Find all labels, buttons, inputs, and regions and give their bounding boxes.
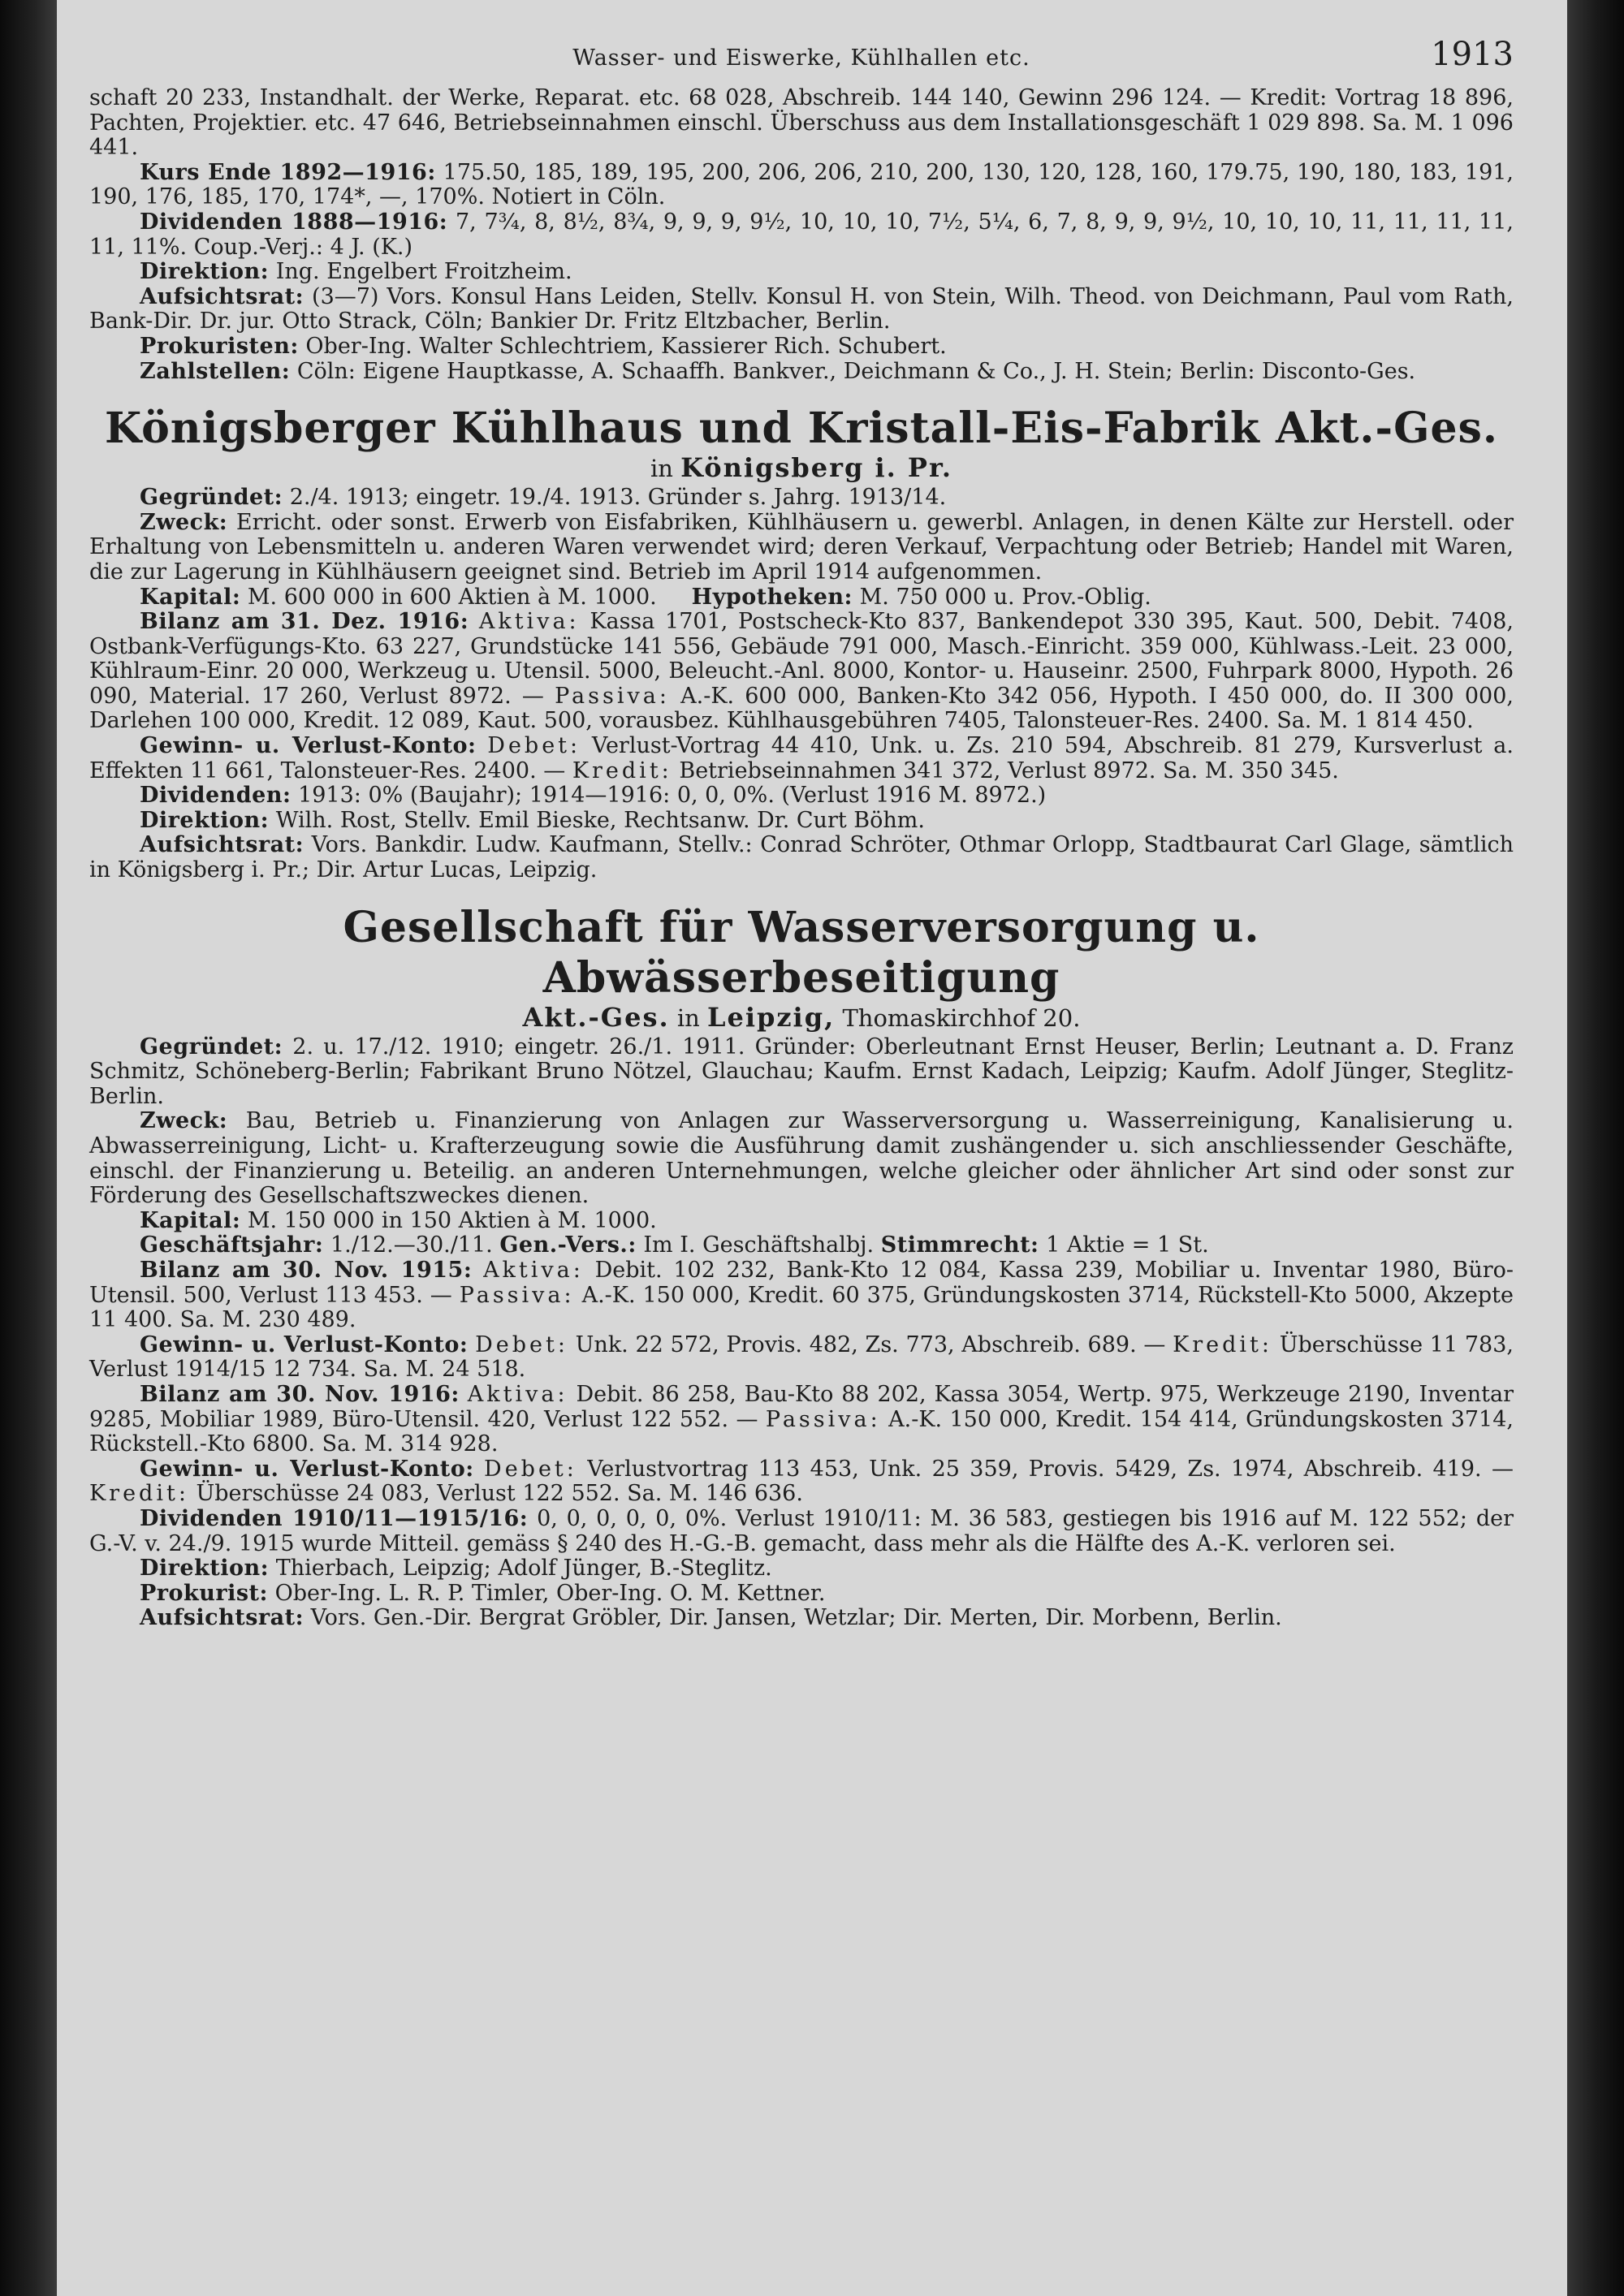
voting-right-label: Stimmrecht:: [880, 1232, 1039, 1258]
profit-loss-label: Gewinn- u. Verlust-Konto:: [140, 1456, 474, 1482]
authorized-signatories-line: [89, 334, 1514, 360]
profit-loss-label: Gewinn- u. Verlust-Konto:: [140, 733, 477, 759]
purpose-label: Zweck:: [140, 509, 228, 535]
supervisory-board-label: Aufsichtsrat:: [140, 832, 304, 858]
page-number: 1913: [1431, 36, 1514, 73]
previous-entry-continuation: [89, 86, 1514, 384]
share-price-text: 175.50, 185, 189, 195, 200, 206, 206, 210, 200, 130, 120, 128, 160, 179.75, 190, 180, 183, 191, 190, 176, 185, 170, 174*, —, 170%. Notiert in Cöln.: [89, 159, 1514, 210]
purpose-text: Bau, Betrieb u. Finanzierung von Anlagen zur Wasserversorgung u. Wasserreinigung, Kanalisierung u. Abwasserreinigung, Licht- u. Krafterzeugung sowie die Ausführung damit zushängender u. sich anschliessender Geschäfte, einschl. der Finanzierung u. Beteilig. an anderen Unternehmungen, welche gleicher oder ähnlicher Art sind oder sonst zur Förderung des Gesellschaftszweckes dienen.: [89, 1108, 1514, 1209]
book-page: [57, 0, 1567, 2296]
credit-1916-text: Überschüsse 24 083, Verlust 122 552. Sa. M. 146 636.: [196, 1481, 803, 1507]
founded-text: 2. u. 17./12. 1910; eingetr. 26./1. 1911. Gründer: Oberleutnant Ernst Heuser, Berlin; Leutnant a. D. Franz Schmitz, Schöneberg-Berlin; Fabrikant Bruno Nötzel, Glauchau; Kaufm. Ernst Kadach, Leipzig; Kaufm. Adolf Jünger, Steglitz-Berlin.: [89, 1034, 1514, 1109]
profit-loss-line: [89, 734, 1514, 783]
dividends-label: Dividenden 1888—1916:: [140, 209, 448, 235]
supervisory-board-label: Aufsichtsrat:: [140, 283, 304, 309]
fiscal-year-line: [89, 1233, 1514, 1258]
capital-line: [89, 585, 1514, 611]
management-text: Wilh. Rost, Stellv. Emil Bieske, Rechtsanw. Dr. Curt Böhm.: [275, 807, 925, 833]
company-location: [89, 454, 1514, 482]
purpose-line: [89, 511, 1514, 585]
capital-line: [89, 1209, 1514, 1234]
capital-label: Kapital:: [140, 1207, 241, 1233]
right-binding-edge: [1567, 0, 1624, 2296]
management-label: Direktion:: [140, 259, 270, 285]
liabilities-1915-text: A.-K. 150 000, Kredit. 60 375, Gründungskosten 3714, Rückstell-Kto 5000, Akzepte 11 400. Sa. M. 230 489.: [89, 1282, 1514, 1333]
authorized-signatory-line: [89, 1582, 1514, 1607]
assets-1916-text: Debit. 86 258, Bau-Kto 88 202, Kassa 3054, Wertp. 975, Werkzeuge 2190, Inventar 9285, Mobiliar 1989, Büro-Utensil. 420, Verlust 122 552. —: [89, 1381, 1514, 1432]
authorized-signatory-text: Ober-Ing. L. R. P. Timler, Ober-Ing. O. M. Kettner.: [274, 1580, 826, 1606]
company-title: Königsberger Kühlhaus und Kristall-Eis-Fabrik Akt.-Ges.: [105, 404, 1498, 454]
profit-loss-continuation: schaft 20 233, Instandhalt. der Werke, Reparat. etc. 68 028, Abschreib. 144 140, Gewinn 296 124. — Kredit: Vortrag 18 896, Pachten, Projektier. etc. 47 646, Betriebseinnahmen einschl. Überschuss aus dem Installationsgeschäft 1 029 898. Sa. M. 1 096 441.: [89, 85, 1514, 161]
mortgages-label: Hypotheken:: [691, 584, 853, 610]
assets-word: Aktiva:: [483, 1257, 584, 1283]
company-entry-koenigsberg: [89, 404, 1514, 883]
credit-word: Kredit:: [572, 757, 672, 783]
founded-label: Gegründet:: [140, 1034, 283, 1060]
mortgages-text: M. 750 000 u. Prov.-Oblig.: [859, 584, 1151, 610]
assets-text: Kassa 1701, Postscheck-Kto 837, Bankendepot 330 395, Kaut. 500, Debit. 7408, Ostbank-Verfügungs-Kto. 63 227, Grundstücke 141 556, Gebäude 791 000, Masch.-Einricht. 359 000, Kühlwass.-Leit. 23 000, Kühlraum-Einr. 20 000, Werkzeug u. Utensil. 5000, Beleucht.-Anl. 8000, Kontor- u. Hauseinr. 2500, Fuhrpark 8000, Hypoth. 26 090, Material. 17 260, Verlust 8972. —: [89, 609, 1514, 709]
balance-sheet-1916-label: Bilanz am 30. Nov. 1916:: [140, 1381, 460, 1407]
assets-word: Aktiva:: [467, 1381, 568, 1407]
company-title: Gesellschaft für Wasserversorgung u. Abwässerbeseitigung: [343, 902, 1260, 1003]
location-city: Leipzig,: [706, 1001, 836, 1033]
debit-word: Debet:: [475, 1331, 568, 1357]
management-text: Ing. Engelbert Froitzheim.: [275, 259, 572, 285]
credit-word: Kredit:: [89, 1481, 189, 1507]
general-meeting-label: Gen.-Vers.:: [499, 1232, 637, 1258]
general-meeting-text: Im I. Geschäftshalbj.: [643, 1232, 875, 1258]
debit-word: Debet:: [484, 1456, 577, 1482]
credit-text: Betriebseinnahmen 341 372, Verlust 8972. Sa. M. 350 345.: [679, 757, 1339, 783]
supervisory-board-line: [89, 833, 1514, 883]
location-prefix: in: [650, 455, 673, 483]
balance-sheet-label: Bilanz am 31. Dez. 1916:: [140, 609, 469, 635]
running-header: [89, 36, 1514, 86]
founded-text: 2./4. 1913; eingetr. 19./4. 1913. Gründer s. Jahrg. 1913/14.: [289, 485, 947, 511]
liabilities-word: Passiva:: [459, 1282, 575, 1308]
supervisory-board-line: [89, 285, 1514, 334]
assets-1915-text: Debit. 102 232, Bank-Kto 12 084, Kassa 239, Mobiliar u. Inventar 1980, Büro-Utensil. 500, Verlust 113 453. —: [89, 1257, 1514, 1308]
dividends-label: Dividenden:: [140, 783, 292, 809]
dividends-text: 7, 7¾, 8, 8½, 8¾, 9, 9, 9, 9½, 10, 10, 10, 7½, 5¼, 6, 7, 8, 9, 9, 9½, 10, 10, 10, 11, 11, 11, 11, 11, 11%. Coup.-Verj.: 4 J. (K.): [89, 209, 1514, 260]
supervisory-board-text: Vors. Gen.-Dir. Bergrat Gröbler, Dir. Jansen, Wetzlar; Dir. Merten, Dir. Morbenn, Berlin.: [310, 1605, 1282, 1631]
liabilities-word: Passiva:: [765, 1406, 881, 1432]
debit-text: Verlust-Vortrag 44 410, Unk. u. Zs. 210 594, Abschreib. 81 279, Kursverlust a. Effekten 11 661, Talonsteuer-Res. 2400. —: [89, 733, 1514, 783]
paying-agents-label: Zahlstellen:: [140, 358, 291, 384]
company-location: [89, 1003, 1514, 1032]
profit-loss-label: Gewinn- u. Verlust-Konto:: [140, 1331, 469, 1357]
fiscal-year-text: 1./12.—30./11.: [330, 1232, 493, 1258]
company-entry-leipzig: [89, 903, 1514, 1631]
share-price-label: Kurs Ende 1892—1916:: [140, 159, 436, 185]
credit-1915-text: Überschüsse 11 783, Verlust 1914/15 12 734. Sa. M. 24 518.: [89, 1331, 1514, 1383]
debit-1916-text: Verlustvortrag 113 453, Unk. 25 359, Provis. 5429, Zs. 1974, Abschreib. 419. —: [587, 1456, 1514, 1482]
purpose-label: Zweck:: [140, 1108, 228, 1134]
profit-loss-1915-line: [89, 1333, 1514, 1383]
founded-line: [89, 1035, 1514, 1110]
dividends-label: Dividenden 1910/11—1915/16:: [140, 1505, 529, 1531]
location-in: in: [676, 1003, 700, 1032]
supervisory-board-line: [89, 1606, 1514, 1631]
management-label: Direktion:: [140, 807, 270, 833]
voting-right-text: 1 Aktie = 1 St.: [1046, 1232, 1209, 1258]
supervisory-board-label: Aufsichtsrat:: [140, 1605, 304, 1631]
debit-word: Debet:: [487, 733, 581, 759]
authorized-signatories-label: Prokuristen:: [140, 333, 299, 359]
capital-label: Kapital:: [140, 584, 241, 610]
authorized-signatories-text: Ober-Ing. Walter Schlechtriem, Kassierer Rich. Schubert.: [305, 333, 947, 359]
paying-agents-line: [89, 360, 1514, 385]
balance-sheet-1916-line: [89, 1383, 1514, 1457]
liabilities-1916-text: A.-K. 150 000, Kredit. 154 414, Gründungskosten 3714, Rückstell.-Kto 6800. Sa. M. 314 928.: [89, 1406, 1514, 1457]
founded-label: Gegründet:: [140, 485, 283, 511]
running-title: Wasser- und Eiswerke, Kühlhallen etc.: [572, 45, 1030, 71]
management-line: [89, 809, 1514, 834]
authorized-signatory-label: Prokurist:: [140, 1580, 268, 1606]
dividends-line: [89, 783, 1514, 809]
capital-text: M. 600 000 in 600 Aktien à M. 1000.: [247, 584, 657, 610]
location-address: Thomaskirchhof 20.: [842, 1003, 1081, 1032]
founded-line: [89, 486, 1514, 511]
supervisory-board-text: Vors. Bankdir. Ludw. Kaufmann, Stellv.: Conrad Schröter, Othmar Orlopp, Stadtbaurat Carl Glage, sämtlich in Königsberg i. Pr.; Dir. Artur Lucas, Leipzig.: [89, 832, 1514, 883]
location-prefix: Akt.-Ges.: [522, 1001, 670, 1033]
management-label: Direktion:: [140, 1556, 270, 1582]
assets-word: Aktiva:: [478, 609, 580, 635]
purpose-text: Erricht. oder sonst. Erwerb von Eisfabriken, Kühlhäusern u. gewerbl. Anlagen, in denen Kälte zur Herstell. oder Erhaltung von Lebensmitteln u. anderen Waren verwendet wird; deren Verkauf, Verpachtung oder Betrieb; Handel mit Waren, die zur Lagerung in Kühlhäusern geeignet sind. Betrieb im April 1914 aufgenommen.: [89, 509, 1514, 585]
share-price-line: [89, 161, 1514, 210]
balance-sheet-1915-label: Bilanz am 30. Nov. 1915:: [140, 1257, 473, 1283]
management-line: [89, 1556, 1514, 1582]
dividends-text: 1913: 0% (Baujahr); 1914—1916: 0, 0, 0%. (Verlust 1916 M. 8972.): [298, 783, 1047, 809]
management-text: Thierbach, Leipzig; Adolf Jünger, B.-Steglitz.: [275, 1556, 772, 1582]
paying-agents-text: Cöln: Eigene Hauptkasse, A. Schaaffh. Bankver., Deichmann & Co., J. H. Stein; Berlin: Disconto-Ges.: [296, 358, 1416, 384]
balance-sheet-1915-line: [89, 1258, 1514, 1333]
balance-sheet-line: [89, 610, 1514, 734]
purpose-line: [89, 1109, 1514, 1208]
credit-word: Kredit:: [1173, 1331, 1272, 1357]
left-binding-edge: [0, 0, 57, 2296]
supervisory-board-text: (3—7) Vors. Konsul Hans Leiden, Stellv. Konsul H. von Stein, Wilh. Theod. von Deichmann, Paul vom Rath, Bank-Dir. Dr. jur. Otto Strack, Cöln; Bankier Dr. Fritz Eltzbacher, Berlin.: [89, 283, 1514, 334]
fiscal-year-label: Geschäftsjahr:: [140, 1232, 324, 1258]
liabilities-text: A.-K. 600 000, Banken-Kto 342 056, Hypoth. I 450 000, do. II 300 000, Darlehen 100 000, Kredit. 12 089, Kaut. 500, vorausbez. Kühlhausgebühren 7405, Talonsteuer-Res. 2400. Sa. M. 1 814 450.: [89, 683, 1514, 734]
liabilities-word: Passiva:: [555, 683, 670, 709]
profit-loss-1916-line: [89, 1457, 1514, 1507]
dividends-text: 0, 0, 0, 0, 0, 0%. Verlust 1910/11: M. 36 583, gestiegen bis 1916 auf M. 122 552; der G.-V. v. 24./9. 1915 wurde Mitteil. gemäss § 240 des H.-G.-B. gemacht, dass mehr als die Hälfte des A.-K. verloren sei.: [89, 1505, 1514, 1556]
management-line: [89, 260, 1514, 285]
location-city: Königsberg i. Pr.: [680, 452, 953, 484]
dividends-line: [89, 1507, 1514, 1556]
debit-1915-text: Unk. 22 572, Provis. 482, Zs. 773, Abschreib. 689. —: [575, 1331, 1166, 1357]
capital-text: M. 150 000 in 150 Aktien à M. 1000.: [247, 1207, 657, 1233]
dividends-line: [89, 210, 1514, 260]
